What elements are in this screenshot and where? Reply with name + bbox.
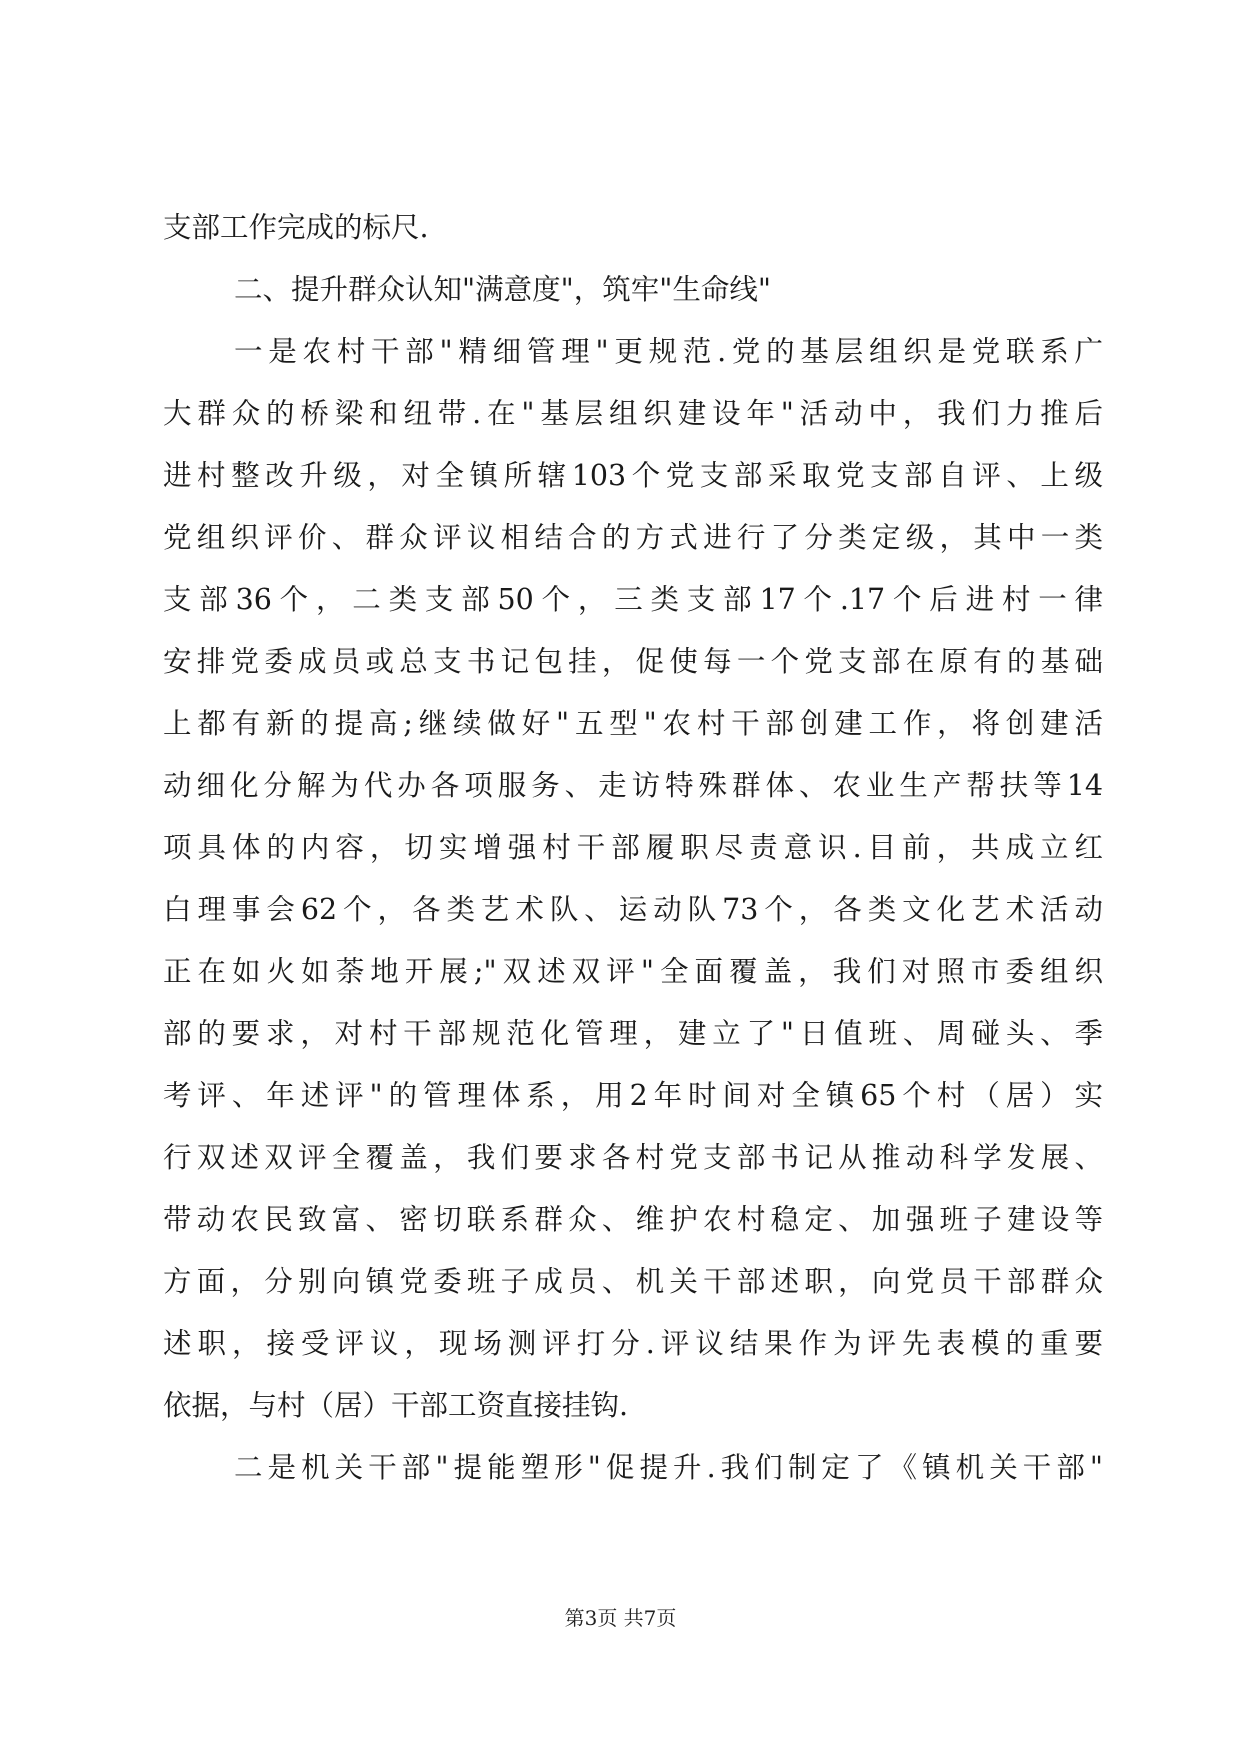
paragraph-line: 支部36个，二类支部50个，三类支部17个.17个后进村一律 — [163, 583, 1103, 616]
paragraph-line: 述职，接受评议，现场测评打分.评议结果作为评先表模的重要 — [163, 1327, 1103, 1360]
paragraph-line: 进村整改升级，对全镇所辖103个党支部采取党支部自评、上级 — [163, 459, 1103, 492]
paragraph-line: 带动农民致富、密切联系群众、维护农村稳定、加强班子建设等 — [163, 1203, 1103, 1236]
paragraph-line: 考评、年述评"的管理体系，用2年时间对全镇65个村（居）实 — [163, 1079, 1103, 1112]
paragraph-line: 依据，与村（居）干部工资直接挂钩. — [163, 1389, 629, 1422]
paragraph-line: 行双述双评全覆盖，我们要求各村党支部书记从推动科学发展、 — [163, 1141, 1103, 1174]
paragraph-line: 一是农村干部"精细管理"更规范.党的基层组织是党联系广 — [234, 335, 1103, 368]
paragraph-line: 党组织评价、群众评议相结合的方式进行了分类定级，其中一类 — [163, 521, 1103, 554]
paragraph-line: 正在如火如荼地开展;"双述双评"全面覆盖，我们对照市委组织 — [163, 955, 1103, 988]
paragraph-line: 支部工作完成的标尺. — [163, 211, 429, 244]
page-number: 第3页 共7页 — [564, 1606, 677, 1630]
paragraph-line: 部的要求，对村干部规范化管理，建立了"日值班、周碰头、季 — [163, 1017, 1103, 1050]
paragraph-line: 方面，分别向镇党委班子成员、机关干部述职，向党员干部群众 — [163, 1265, 1103, 1298]
paragraph-line: 动细化分解为代办各项服务、走访特殊群体、农业生产帮扶等14 — [163, 769, 1103, 802]
paragraph-line: 上都有新的提高;继续做好"五型"农村干部创建工作，将创建活 — [163, 707, 1103, 740]
section-heading: 二、提升群众认知"满意度"，筑牢"生命线" — [234, 273, 771, 306]
paragraph-line: 二是机关干部"提能塑形"促提升.我们制定了《镇机关干部" — [234, 1451, 1103, 1484]
paragraph-line: 项具体的内容，切实增强村干部履职尽责意识.目前，共成立红 — [163, 831, 1103, 864]
paragraph-line: 白理事会62个，各类艺术队、运动队73个，各类文化艺术活动 — [163, 893, 1103, 926]
paragraph-line: 安排党委成员或总支书记包挂，促使每一个党支部在原有的基础 — [163, 645, 1103, 678]
paragraph-line: 大群众的桥梁和纽带.在"基层组织建设年"活动中，我们力推后 — [163, 397, 1103, 430]
